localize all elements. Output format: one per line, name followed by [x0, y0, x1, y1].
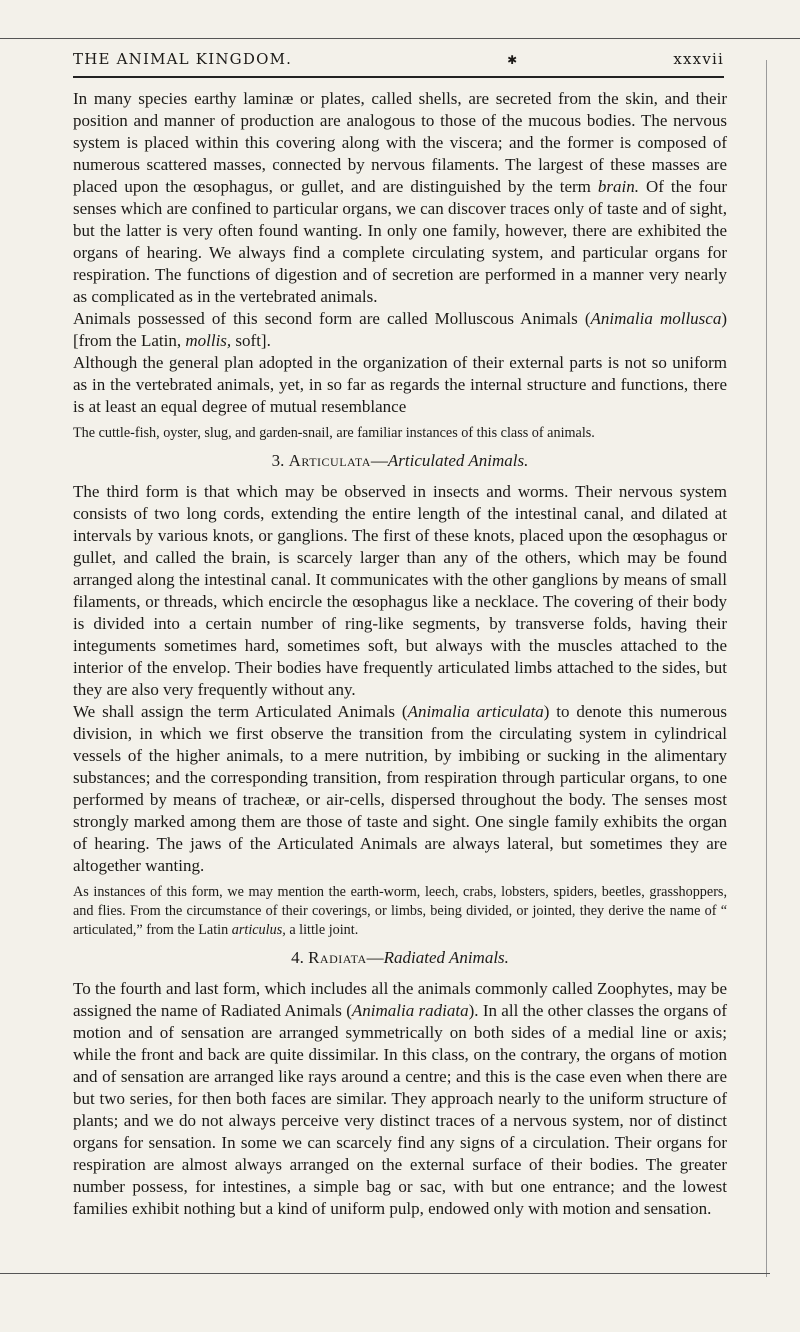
text: ) to denote this numerous division, in which we first observe the transition from the circulating system in cylindrical vessels of the higher animals, to a mere nutrition, by imbibing or sucking in the alimentary substances; and the corresponding transition, from respiration through particular organs, to one performed by means of tracheæ, or air-cells, dispersed throughout the body. The senses most strongly marked among them are those of taste and sight. One single family exhibits the organ of hearing. The jaws of the Articulated Animals are always lateral, but sometimes they are altogether wanting.	[73, 702, 727, 875]
running-header	[73, 50, 724, 68]
term-brain: brain.	[597, 177, 639, 196]
term-animalia-mollusca: Animalia mollusca	[590, 309, 722, 328]
term-animalia-radiata: Animalia radiata	[351, 1001, 469, 1020]
heading-radiata	[73, 948, 727, 968]
page-edge-right	[766, 60, 767, 1277]
text: soft].	[231, 331, 271, 350]
text: As instances of this form, we may mention the earth-worm, leech, crabs, lobsters, spiders, beetles, grasshoppers, and flies. From the circumstance of their coverings, or limbs, being divided, or jointed, they derive the name of “ articulated,” from the Latin	[73, 884, 727, 938]
text: a little joint.	[285, 922, 359, 938]
paragraph-articulated-term	[73, 701, 727, 877]
heading-number: 3.	[271, 451, 285, 470]
header-rule	[73, 76, 724, 78]
text: In many species earthy laminæ or plates, called shells, are secreted from the skin, and their position and manner of production are analogous to those of the mucous bodies. The nervous system is placed within this covering along with the viscera; and the former is composed of numerous scattered masses, connected by nervous filaments. The largest of these masses are placed upon the œsophagus, or gullet, and are distinguished by the term	[73, 89, 727, 196]
paragraph-molluscous	[73, 308, 727, 352]
note-mollusc-instances: The cuttle-fish, oyster, slug, and garden-snail, are familiar instances of this class of animals.	[73, 425, 595, 441]
heading-english: Articulated Animals.	[387, 451, 529, 470]
page-edge-bottom	[0, 1273, 770, 1274]
text: Animals possessed of this second form are called Molluscous Animals (	[73, 309, 591, 328]
paragraph-shells	[73, 88, 727, 308]
note-articulata-instances	[73, 883, 727, 940]
heading-articulata	[73, 451, 727, 471]
text: Of the four senses which are confined to particular organs, we can discover traces only of taste and of sight, but the latter is very often found wanting. In only one family, however, there are exhibited the organs of hearing. We always find a complete circulating system, and particular organs for respiration. The functions of digestion and of secretion are performed in a manner very nearly as complicated as in the vertebrated animals.	[73, 177, 727, 306]
header-title: THE ANIMAL KINGDOM.	[73, 50, 293, 68]
paragraph-organization: Although the general plan adopted in the organization of their external parts is not so uniform as in the vertebrated animals, yet, in so far as regards the internal structure and functions, there is at least an equal degree of mutual resemblance	[73, 353, 727, 416]
term-articulus: articulus,	[231, 922, 286, 938]
page-body	[73, 88, 727, 1220]
heading-latin: Radiata	[308, 948, 367, 967]
text: ) [from the Latin,	[73, 309, 728, 350]
paragraph-third-form: The third form is that which may be observed in insects and worms. Their nervous system consists of two long cords, extending the entire length of the intestinal canal, and dilated at intervals by various knots, or ganglions. The first of these knots, placed upon the œsophagus or gullet, and called the brain, is scarcely larger than any of the others, which may be found arranged along the intestinal canal. It communicates with the other ganglions by means of small filaments, or threads, which encircle the œsophagus like a necklace. The covering of their body is divided into a certain number of ring-like segments, by transverse folds, having their integuments sometimes hard, sometimes soft, but always with the muscles attached to the interior of the envelop. Their bodies have frequently articulated limbs attached to the sides, but they are also very frequently without any.	[73, 482, 727, 699]
text: We shall assign the term Articulated Animals (	[73, 702, 408, 721]
text: ). In all the other classes the organs of motion and of sensation are arranged symmetrically on both sides of a medial line or axis; while the front and back are quite dissimilar. In this class, on the contrary, the organs of motion and of sensation are arranged like rays around a centre; and this is the case even when there are but two series, for then both faces are similar. They approach nearly to the uniform structure of plants; and we do not always perceive very distinct traces of a nervous system, nor of distinct organs for sensation. In some we can scarcely find any signs of a circulation. Their organs for respiration are almost always arranged on the external surface of their bodies. The greater number possess, for intestines, a simple bag or sac, with but one entrance; and the lowest families exhibit nothing but a kind of uniform pulp, endowed only with motion and sensation.	[73, 1001, 727, 1218]
term-mollis: mollis,	[185, 331, 232, 350]
text: To the fourth and last form, which includes all the animals commonly called Zoophytes, may be assigned the name of Radiated Animals (	[73, 979, 727, 1020]
paragraph-fourth-form	[73, 978, 727, 1220]
term-animalia-articulata: Animalia articulata	[407, 702, 544, 721]
heading-sep: —	[370, 451, 388, 470]
heading-sep: —	[366, 948, 384, 967]
heading-number: 4.	[291, 948, 304, 967]
heading-english: Radiated Animals.	[383, 948, 509, 967]
page-number: xxxvii	[673, 50, 724, 68]
heading-latin: Articulata	[288, 451, 371, 470]
header-ornament-icon: ✱	[507, 53, 519, 67]
page-edge-top	[0, 38, 800, 39]
